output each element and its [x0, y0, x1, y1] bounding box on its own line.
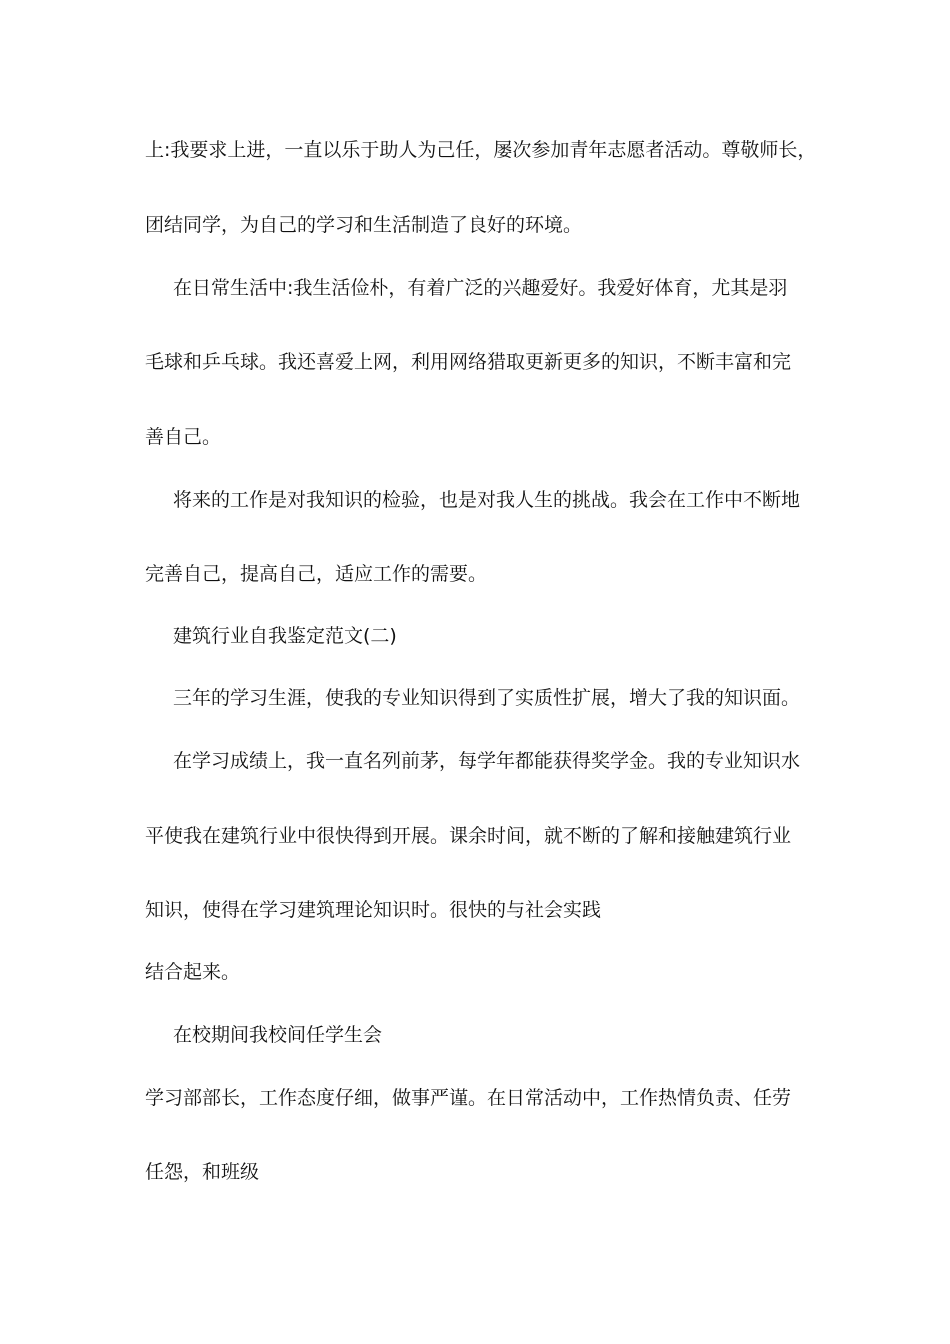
- paragraph-start: 三年的学习生涯，使我的专业知识得到了实质性扩展，增大了我的知识面。: [173, 687, 801, 709]
- text-line: 团结同学，为自己的学习和生活制造了良好的环境。: [145, 214, 583, 236]
- paragraph-start: 在学习成绩上，我一直名列前茅，每学年都能获得奖学金。我的专业知识水: [173, 750, 801, 772]
- paragraph-start: 在校期间我校间任学生会: [173, 1024, 383, 1046]
- section-heading: 建筑行业自我鉴定范文(二): [173, 625, 397, 647]
- text-line: 毛球和乒乓球。我还喜爱上网，利用网络猎取更新更多的知识，不断丰富和完: [145, 351, 792, 373]
- text-line: 善自己。: [145, 426, 222, 448]
- text-line: 完善自己，提高自己，适应工作的需要。: [145, 563, 488, 585]
- text-line: 学习部部长，工作态度仔细，做事严谨。在日常活动中，工作热情负责、任劳: [145, 1087, 792, 1109]
- text-line: 知识，使得在学习建筑理论知识时。很快的与社会实践: [145, 899, 602, 921]
- paragraph-start: 在日常生活中:我生活俭朴，有着广泛的兴趣爱好。我爱好体育，尤其是羽: [173, 277, 788, 299]
- text-line: 上:我要求上进，一直以乐于助人为己任，屡次参加青年志愿者活动。尊敬师长，: [145, 139, 817, 161]
- paragraph-start: 将来的工作是对我知识的检验，也是对我人生的挑战。我会在工作中不断地: [173, 489, 801, 511]
- text-line: 结合起来。: [145, 961, 241, 983]
- text-line: 平使我在建筑行业中很快得到开展。课余时间，就不断的了解和接触建筑行业: [145, 825, 792, 847]
- text-line: 任怨，和班级: [145, 1161, 260, 1183]
